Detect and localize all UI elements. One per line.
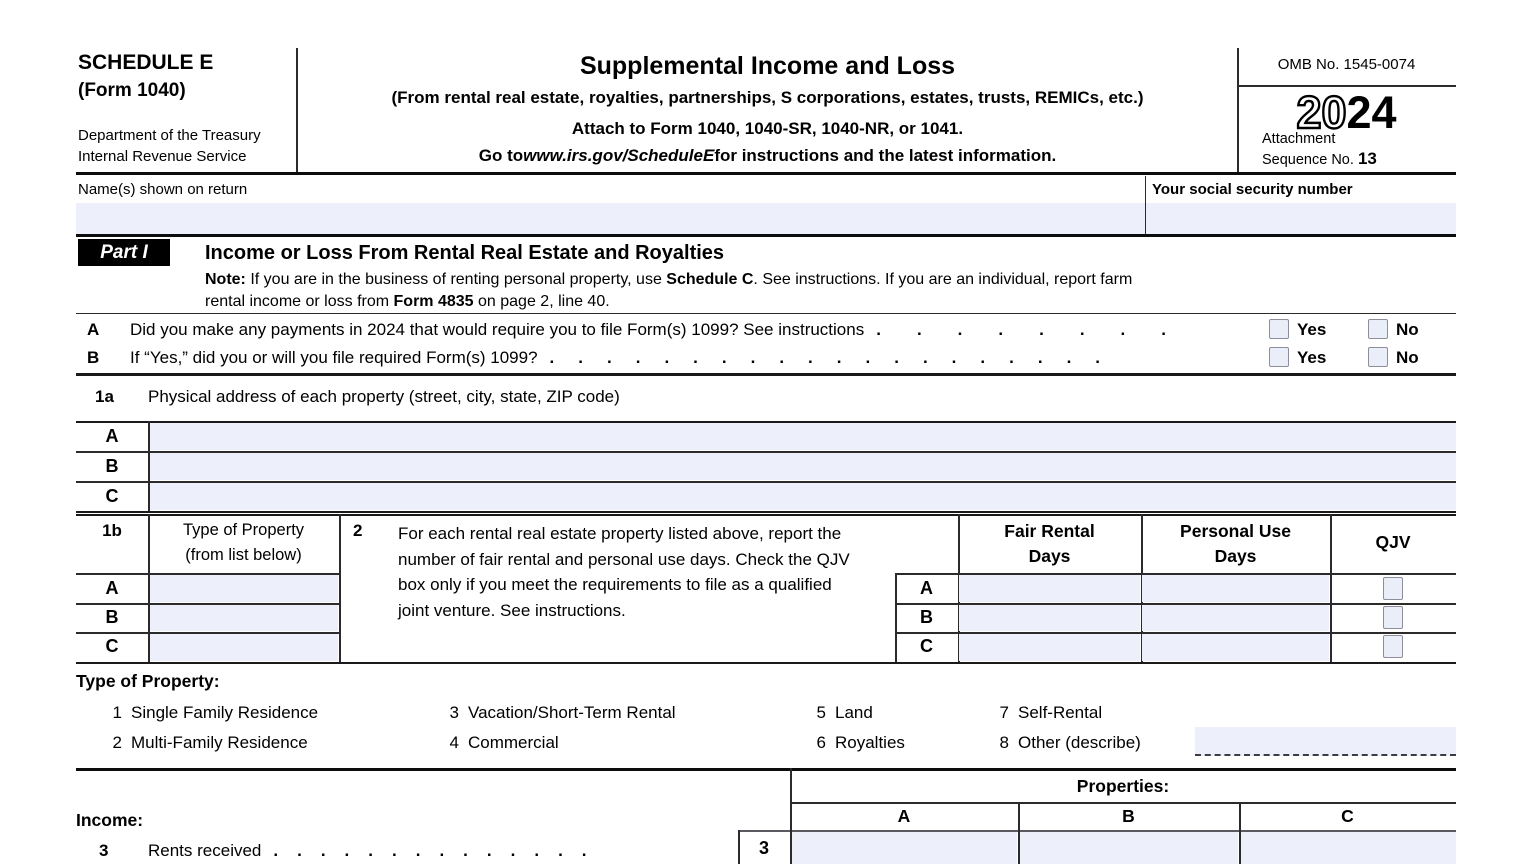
line-1b-number: 1b	[102, 521, 122, 540]
property-type-item-5: 5 Land	[816, 703, 873, 722]
name-input[interactable]	[76, 203, 1145, 234]
part1-note-line2: rental income or loss from Form 4835 on page 2, line 40.	[205, 293, 610, 310]
part1-note-line1: Note: If you are in the business of renting personal property, use Schedule C. See instructions. If you are an individual, report farm	[205, 271, 1133, 288]
address-row-letter: A	[105, 426, 119, 446]
fair-rental-header-line2: Days	[1028, 546, 1071, 566]
address-input-c[interactable]	[150, 483, 1456, 510]
name-label: Name(s) shown on return	[78, 181, 248, 198]
type-table-bottom-border	[76, 662, 1456, 664]
days-row-letter: A	[920, 578, 933, 598]
name-ssn-divider	[1145, 176, 1146, 234]
personal-use-days-input-c[interactable]	[1142, 634, 1329, 661]
goto-suffix: for instructions and the latest information.	[714, 146, 1057, 165]
question-a-yes-checkbox[interactable]	[1269, 319, 1289, 339]
address-row-letter: B	[105, 456, 119, 476]
personal-use-days-input-b[interactable]	[1142, 605, 1329, 631]
type-row-letter: A	[105, 578, 119, 598]
goto-url: www.irs.gov/ScheduleE	[523, 146, 715, 165]
property-type-item-3: 3 Vacation/Short-Term Rental	[449, 703, 676, 722]
fair-rental-days-input-b[interactable]	[959, 605, 1140, 631]
ssn-label: Your social security number	[1152, 181, 1353, 198]
qjv-checkbox-c[interactable]	[1383, 635, 1403, 658]
form-title: Supplemental Income and Loss	[579, 52, 956, 80]
part1-badge: Part I	[78, 239, 170, 266]
personal-use-days-input-a[interactable]	[1142, 575, 1329, 602]
type-input-c[interactable]	[150, 634, 338, 661]
qjv-header: QJV	[1375, 532, 1411, 552]
type-input-a[interactable]	[150, 575, 338, 602]
personal-use-header-line1: Personal Use	[1180, 521, 1291, 541]
question-a-letter: A	[87, 320, 100, 339]
line-1a-label: Physical address of each property (street, city, state, ZIP code)	[148, 387, 620, 406]
line-2-text: For each rental real estate property listed above, report the number of fair rental and personal use days. Check the QJV box only if you meet the requirements to file as a qualified joint venture. See instructions.	[398, 524, 850, 620]
days-row-letter: B	[920, 607, 933, 627]
leader-dots: ....................	[549, 348, 1125, 367]
question-b-letter: B	[87, 348, 100, 367]
schedule-name: SCHEDULE E	[78, 51, 214, 74]
dept-treasury-label: Department of the Treasury	[78, 127, 261, 144]
question-b-yes-checkbox[interactable]	[1269, 347, 1289, 367]
personal-use-header-line2: Days	[1214, 546, 1257, 566]
line-1a-number: 1a	[95, 387, 114, 406]
property-column-header-b: B	[1122, 806, 1135, 826]
property-type-item-2: 2 Multi-Family Residence	[112, 733, 308, 752]
leader-dots: ........	[876, 320, 1203, 339]
address-input-b[interactable]	[150, 453, 1456, 480]
tax-year-outline: 20	[1296, 87, 1347, 138]
address-input-a[interactable]	[150, 423, 1456, 450]
rents-received-input-c[interactable]	[1241, 832, 1456, 864]
rents-received-input-a[interactable]	[792, 832, 1017, 864]
tax-year	[1237, 87, 1456, 138]
goto-prefix: Go to	[478, 146, 524, 165]
rents-received-input-b[interactable]	[1020, 832, 1238, 864]
question-b-no-checkbox[interactable]	[1368, 347, 1388, 367]
attach-instruction: Attach to Form 1040, 1040-SR, 1040-NR, or 1041.	[571, 119, 964, 138]
days-row-letter: C	[920, 636, 933, 656]
type-table-top-border	[76, 514, 1456, 516]
attachment-label: Attachment	[1262, 131, 1336, 147]
fair-rental-days-input-a[interactable]	[959, 575, 1140, 602]
property-column-header-a: A	[897, 806, 911, 826]
line-3-box-number: 3	[758, 838, 769, 858]
question-b-no-label: No	[1396, 348, 1419, 367]
sequence-label: Sequence No. 13	[1262, 149, 1377, 168]
irs-label: Internal Revenue Service	[78, 148, 247, 165]
sequence-number: 13	[1357, 149, 1377, 168]
type-header-line1: Type of Property	[182, 521, 305, 539]
question-a-text: Did you make any payments in 2024 that would require you to file Form(s) 1099? See instructions ........	[130, 320, 1258, 344]
name-row-bottom-border	[76, 234, 1456, 237]
qjv-checkbox-a[interactable]	[1383, 577, 1403, 600]
properties-header: Properties:	[1076, 776, 1170, 796]
type-row-letter: C	[105, 636, 119, 656]
type-header-line2: (from list below)	[185, 546, 302, 564]
question-b-yes-label: Yes	[1297, 348, 1327, 367]
address-row-letter: C	[105, 486, 119, 506]
form-subtitle: (From rental real estate, royalties, partnerships, S corporations, estates, trusts, REMICs, etc.)	[391, 88, 1144, 107]
tax-year-solid: 24	[1346, 87, 1397, 138]
question-a-yes-label: Yes	[1297, 320, 1327, 339]
part1-title: Income or Loss From Rental Real Estate and Royalties	[205, 242, 725, 264]
property-type-item-4: 4 Commercial	[449, 733, 559, 752]
property-type-item-8: 8 Other (describe)	[999, 733, 1141, 752]
fair-rental-days-input-c[interactable]	[959, 634, 1140, 661]
line-3-label-row	[148, 841, 700, 864]
ssn-input[interactable]	[1146, 203, 1456, 234]
omb-number: OMB No. 1545-0074	[1277, 56, 1416, 73]
type-row-letter: B	[105, 607, 119, 627]
property-type-item-7: 7 Self-Rental	[999, 703, 1103, 722]
question-a-no-label: No	[1396, 320, 1419, 339]
header-bottom-border	[76, 172, 1456, 175]
question-a-no-checkbox[interactable]	[1368, 319, 1388, 339]
line-2-number: 2	[353, 521, 363, 540]
properties-header-border	[790, 802, 1456, 804]
other-describe-input[interactable]	[1195, 727, 1456, 756]
line-3-label: Rents received	[148, 841, 262, 860]
leader-dots: ..............	[273, 841, 606, 860]
property-column-header-c: C	[1341, 806, 1354, 826]
form-number: (Form 1040)	[78, 80, 186, 101]
property-type-item-6: 6 Royalties	[816, 733, 905, 752]
question-b-text: If “Yes,” did you or will you file required Form(s) 1099? ....................	[130, 348, 1258, 372]
legend-bottom-border	[76, 768, 1456, 771]
property-type-item-1: 1 Single Family Residence	[112, 703, 319, 722]
qjv-checkbox-b[interactable]	[1383, 606, 1403, 629]
note-bottom-border	[76, 313, 1456, 314]
income-section-label: Income:	[76, 810, 144, 830]
questions-bottom-border	[76, 373, 1456, 376]
address-table-bottom-border	[76, 511, 1456, 513]
type-table-divider	[339, 514, 341, 662]
property-types-title: Type of Property:	[76, 671, 220, 691]
fair-rental-header-line1: Fair Rental	[1004, 521, 1095, 541]
header-divider-left	[296, 48, 298, 173]
line-3-number: 3	[99, 841, 109, 860]
type-input-b[interactable]	[150, 605, 338, 631]
